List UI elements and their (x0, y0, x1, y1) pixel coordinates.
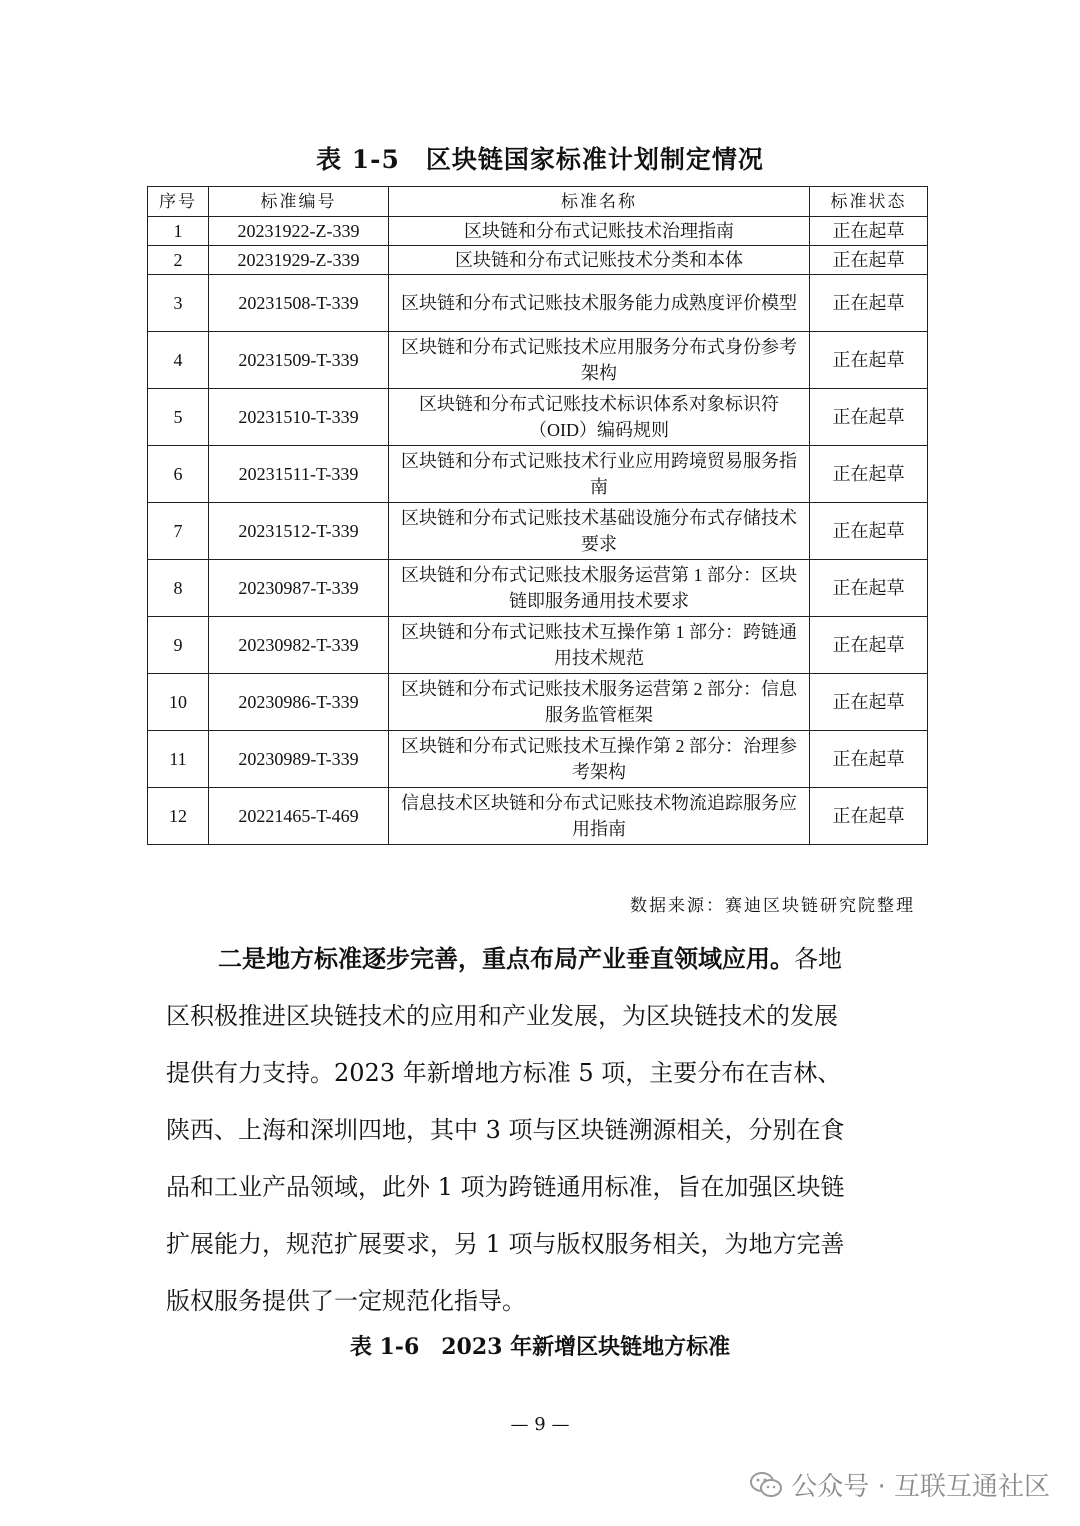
header-no: 序号 (148, 187, 209, 217)
row-code: 20231508-T-339 (209, 275, 389, 332)
paragraph-line: 版权服务提供了一定规范化指导。 (166, 1287, 526, 1315)
paragraph-line (166, 930, 918, 988)
row-code: 20221465-T-469 (209, 788, 389, 845)
row-name: 区块链和分布式记账技术服务运营第 2 部分：信息服务监管框架 (389, 674, 810, 731)
row-name: 区块链和分布式记账技术服务运营第 1 部分：区块链即服务通用技术要求 (389, 560, 810, 617)
row-name: 区块链和分布式记账技术治理指南 (389, 217, 810, 246)
row-no: 10 (148, 674, 209, 731)
row-no: 7 (148, 503, 209, 560)
row-status: 正在起草 (810, 503, 928, 560)
row-name: 区块链和分布式记账技术互操作第 1 部分：跨链通用技术规范 (389, 617, 810, 674)
row-name: 区块链和分布式记账技术应用服务分布式身份参考架构 (389, 332, 810, 389)
paragraph-text: 各地 (794, 945, 842, 973)
table-row (148, 617, 928, 674)
table-row (148, 389, 928, 446)
row-no: 11 (148, 731, 209, 788)
row-code: 20231511-T-339 (209, 446, 389, 503)
row-code: 20230986-T-339 (209, 674, 389, 731)
row-code: 20231509-T-339 (209, 332, 389, 389)
page-number: — 9 — (510, 1414, 570, 1435)
table-row (148, 731, 928, 788)
row-no: 8 (148, 560, 209, 617)
row-code: 20231929-Z-339 (209, 246, 389, 275)
header-code: 标准编号 (209, 187, 389, 217)
paragraph-line: 陕西、上海和深圳四地，其中 3 项与区块链溯源相关，分别在食 (166, 1116, 845, 1144)
watermark (749, 1466, 1050, 1503)
row-name: 区块链和分布式记账技术互操作第 2 部分：治理参考架构 (389, 731, 810, 788)
row-name: 区块链和分布式记账技术标识体系对象标识符（OID）编码规则 (389, 389, 810, 446)
row-name: 区块链和分布式记账技术分类和本体 (389, 246, 810, 275)
paragraph-line: 提供有力支持。2023 年新增地方标准 5 项，主要分布在吉林、 (166, 1059, 842, 1087)
table-row (148, 788, 928, 845)
row-status: 正在起草 (810, 674, 928, 731)
table-row (148, 246, 928, 275)
table-row (148, 503, 928, 560)
table-header-row (148, 187, 928, 217)
row-status: 正在起草 (810, 560, 928, 617)
row-status: 正在起草 (810, 246, 928, 275)
row-status: 正在起草 (810, 217, 928, 246)
table-row (148, 560, 928, 617)
row-status: 正在起草 (810, 389, 928, 446)
row-no: 6 (148, 446, 209, 503)
row-code: 20230989-T-339 (209, 731, 389, 788)
data-source-note: 数据来源：赛迪区块链研究院整理 (630, 896, 915, 916)
row-status: 正在起草 (810, 617, 928, 674)
paragraph-lead: 二是地方标准逐步完善，重点布局产业垂直领域应用。 (218, 944, 794, 973)
row-no: 9 (148, 617, 209, 674)
table-row (148, 217, 928, 246)
row-no: 2 (148, 246, 209, 275)
header-status: 标准状态 (810, 187, 928, 217)
table-row (148, 446, 928, 503)
paragraph-line: 区积极推进区块链技术的应用和产业发展，为区块链技术的发展 (166, 1002, 838, 1030)
row-name: 区块链和分布式记账技术行业应用跨境贸易服务指南 (389, 446, 810, 503)
paragraph-line: 扩展能力，规范扩展要求，另 1 项与版权服务相关，为地方完善 (166, 1230, 845, 1258)
row-code: 20231512-T-339 (209, 503, 389, 560)
table-1-5-title: 表 1-5 区块链国家标准计划制定情况 (316, 145, 764, 174)
table-row (148, 275, 928, 332)
row-code: 20230987-T-339 (209, 560, 389, 617)
row-no: 12 (148, 788, 209, 845)
table-row (148, 674, 928, 731)
row-no: 1 (148, 217, 209, 246)
row-no: 5 (148, 389, 209, 446)
paragraph-line: 品和工业产品领域，此外 1 项为跨链通用标准，旨在加强区块链 (166, 1173, 845, 1201)
standards-table (147, 186, 928, 845)
body-paragraph (166, 930, 918, 1330)
header-name: 标准名称 (389, 187, 810, 217)
row-name: 信息技术区块链和分布式记账技术物流追踪服务应用指南 (389, 788, 810, 845)
row-no: 3 (148, 275, 209, 332)
watermark-text: 公众号 · 互联互通社区 (791, 1472, 1050, 1502)
table-row (148, 332, 928, 389)
row-status: 正在起草 (810, 332, 928, 389)
table-1-6-title: 表 1-6 2023 年新增区块链地方标准 (349, 1334, 731, 1360)
row-name: 区块链和分布式记账技术基础设施分布式存储技术要求 (389, 503, 810, 560)
row-status: 正在起草 (810, 446, 928, 503)
row-status: 正在起草 (810, 731, 928, 788)
row-no: 4 (148, 332, 209, 389)
row-name: 区块链和分布式记账技术服务能力成熟度评价模型 (389, 275, 810, 332)
row-status: 正在起草 (810, 275, 928, 332)
row-code: 20230982-T-339 (209, 617, 389, 674)
row-code: 20231510-T-339 (209, 389, 389, 446)
wechat-icon (749, 1470, 783, 1500)
row-code: 20231922-Z-339 (209, 217, 389, 246)
row-status: 正在起草 (810, 788, 928, 845)
